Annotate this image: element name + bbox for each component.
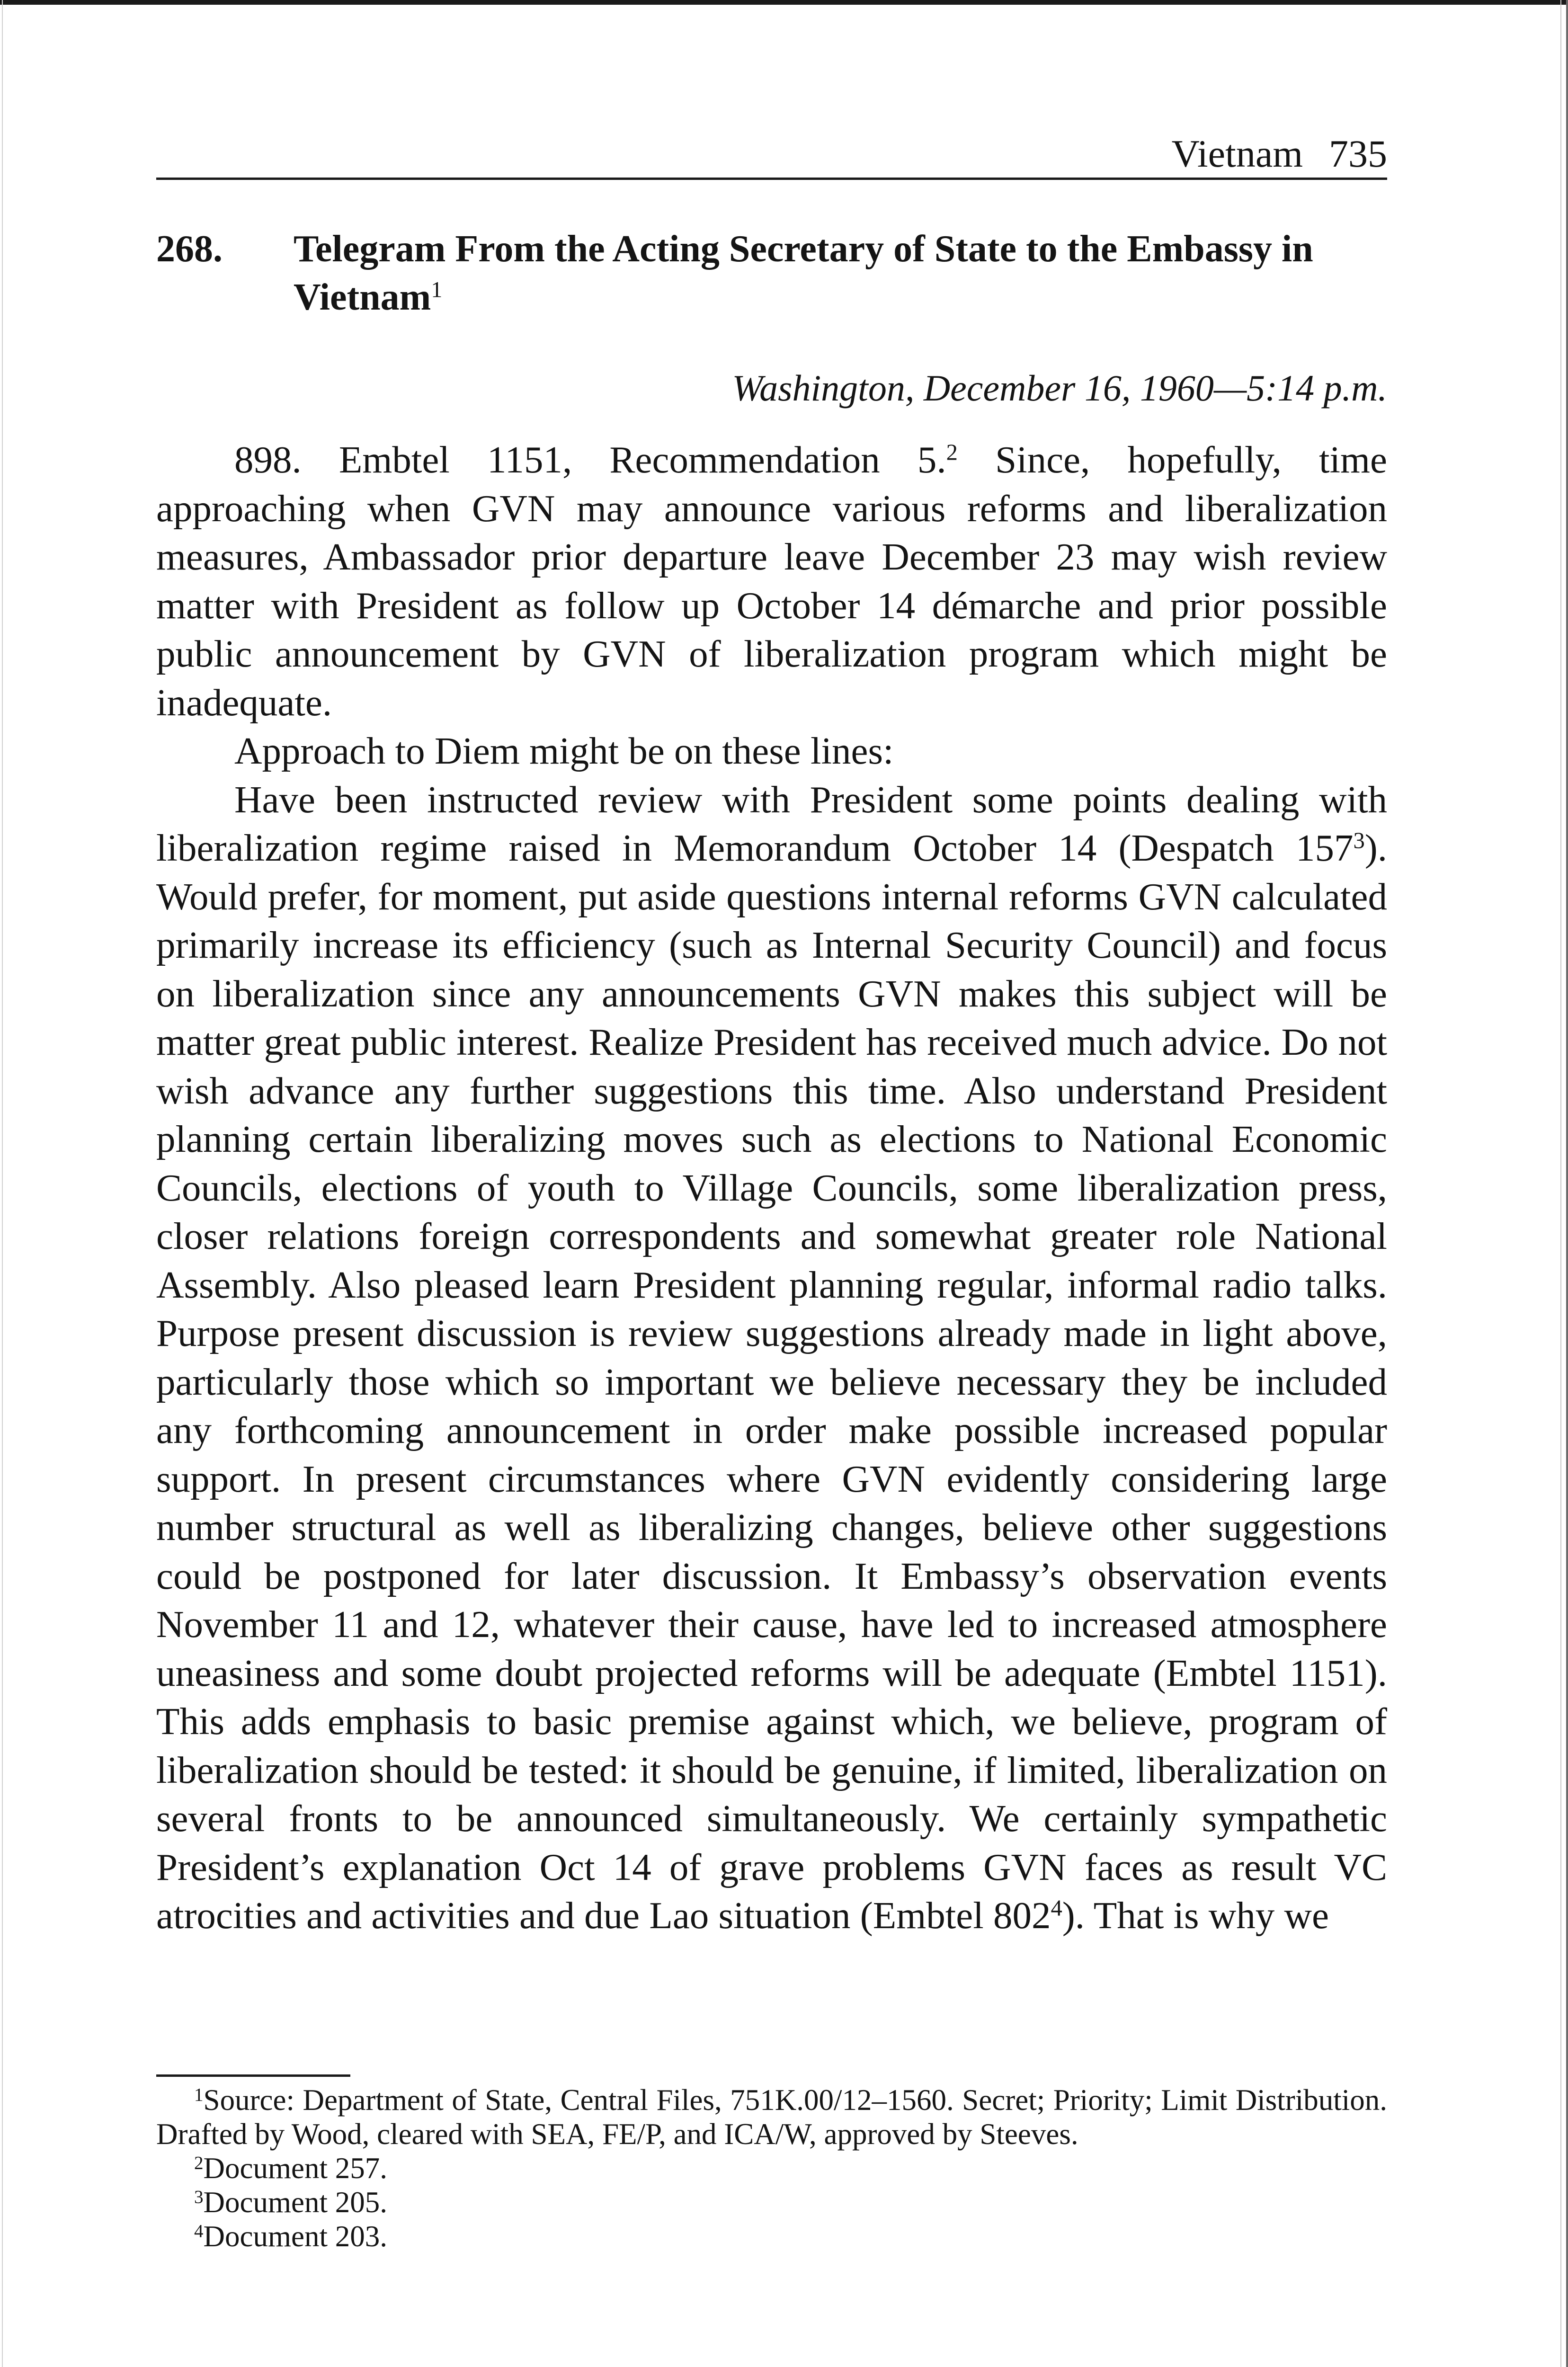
- page-number: 735: [1329, 132, 1387, 175]
- footnote-ref-3[interactable]: 3: [1353, 828, 1365, 854]
- paragraph-2: Approach to Diem might be on these lines:: [234, 730, 894, 772]
- footnote-3: [156, 2185, 1387, 2219]
- document-title: [294, 225, 1382, 321]
- document-heading: [156, 225, 1387, 321]
- paragraph-3-text-a: Have been instructed review with President some points dealing with liberalization regime raised in Memorandum October 14 (Despatch 157: [156, 778, 1387, 869]
- footnote-mark: 2: [194, 2153, 204, 2173]
- footnote-text: Source: Department of State, Central Files, 751K.00/12–1560. Secret; Priority; Limit Distribution. Drafted by Wood, cleared with SEA, FE/P, and ICA/W, approved by Steeves.: [156, 2083, 1387, 2151]
- scan-edge-top: [0, 0, 1568, 5]
- footnote-text: Document 203.: [203, 2220, 387, 2253]
- document-number: 268.: [156, 228, 223, 270]
- scan-edge-right: [1566, 0, 1568, 2367]
- running-head-title: Vietnam: [1171, 132, 1303, 175]
- footnote-rule: [156, 2074, 350, 2077]
- dateline: Washington, December 16, 1960—5:14 p.m.: [732, 367, 1387, 409]
- footnotes: [156, 2083, 1387, 2253]
- paragraph-3: [156, 775, 1387, 1940]
- footnote-2: [156, 2151, 1387, 2185]
- footnote-4: [156, 2219, 1387, 2253]
- footnote-mark: 1: [194, 2084, 204, 2105]
- paragraph-3-text-b: ). Would prefer, for moment, put aside questions internal reforms GVN calculated primarily increase its efficiency (such as Internal Security Council) and focus on liberalization since any announcements GVN makes this subject will be matter great public interest. Realize President has received much advice. Do not wish advance any further suggestions this time. Also understand President planning certain liberalizing moves such as elections to National Economic Councils, elections of youth to Village Councils, some liberalization press, closer relations foreign correspondents and somewhat greater role National Assembly. Also pleased learn President planning regular, informal radio talks. Purpose present discussion is review suggestions already made in light above, particularly those which so important we believe necessary they be included any forthcoming announcement in order make possible increased popular support. In present circumstances where GVN evidently considering large number structural as well as liberalizing changes, believe other suggestions could be postponed for later discussion. It Embassy’s observation events November 11 and 12, whatever their cause, have led to increased atmosphere uneasiness and some doubt projected reforms will be adequate (Embtel 1151). This adds emphasis to basic premise against which, we believe, program of liberalization should be tested: it should be genuine, if limited, liberalization on several fronts to be announced simultaneously. We certainly sympathetic President’s explanation Oct 14 of grave problems GVN faces as result VC atrocities and activities and due Lao situation (Embtel 802: [156, 827, 1387, 1937]
- running-head: [156, 128, 1387, 180]
- scan-edge-left: [2, 0, 3, 2367]
- footnote-text: Document 205.: [203, 2186, 387, 2219]
- footnote-1: [156, 2083, 1387, 2151]
- footnote-text: Document 257.: [203, 2152, 387, 2185]
- scan-edge-right-inner: [1560, 0, 1561, 2367]
- paragraph-1-text-b: Since, hopefully, time approaching when GVN may announce various reforms and liberalization measures, Ambassador prior departure leave December 23 may wish review matter with President as follow up October 14 démarche and prior possible public announcement by GVN of liberalization program which might be inadequate.: [156, 438, 1387, 724]
- footnote-ref-2[interactable]: 2: [946, 439, 958, 465]
- footnote-mark: 3: [194, 2187, 204, 2207]
- footnote-mark: 4: [194, 2221, 204, 2242]
- paragraph-3-text-c: ). That is why we: [1062, 1894, 1329, 1937]
- paragraph-1-text-a: 898. Embtel 1151, Recommendation 5.: [234, 438, 946, 481]
- document-title-text: Telegram From the Acting Secretary of State to the Embassy in Vietnam: [294, 228, 1313, 318]
- footnote-ref-1[interactable]: 1: [431, 277, 443, 303]
- paragraph-1: [156, 436, 1387, 727]
- telegram-body: [156, 436, 1387, 1940]
- footnote-ref-4[interactable]: 4: [1051, 1895, 1062, 1921]
